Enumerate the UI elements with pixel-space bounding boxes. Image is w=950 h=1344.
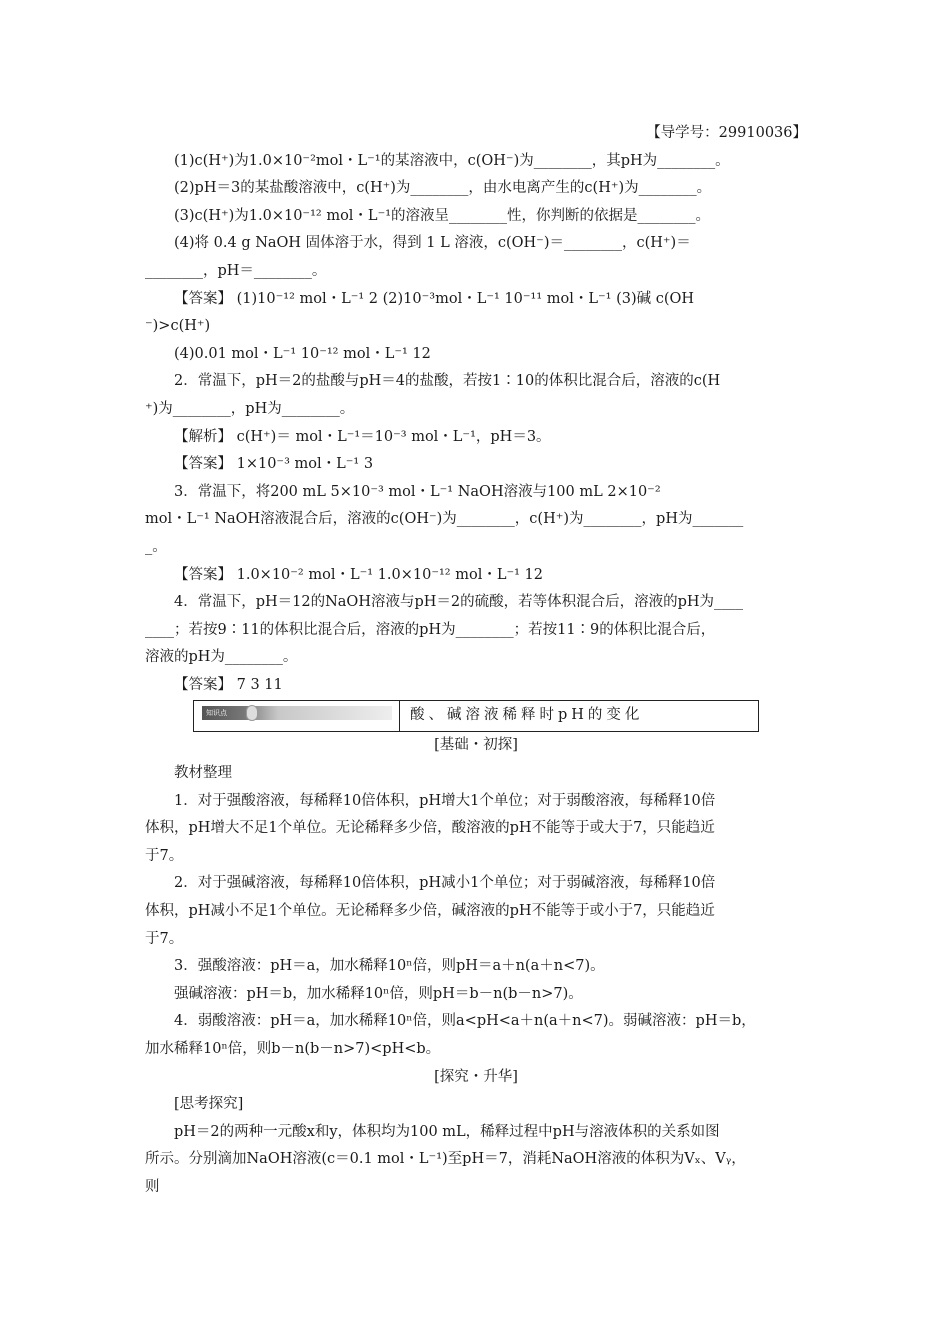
question-line: ⁺)为________，pH为________。: [145, 400, 355, 417]
question-line: ________，pH＝________。: [145, 262, 327, 279]
document-page: [145, 120, 807, 1202]
question-line: ____；若按9∶11的体积比混合后，溶液的pH为________；若按11∶9的体积比混合后，: [145, 621, 716, 638]
rule-line: 加水稀释10ⁿ倍，则b－n(b－n>7)<pH<b。: [145, 1041, 441, 1057]
question-line: 3．常温下，将200 mL 5×10⁻³ mol・L⁻¹ NaOH溶液与100 mL 2×10⁻²: [174, 483, 661, 500]
question-line: 2．常温下，pH＝2的盐酸与pH＝4的盐酸，若按1∶10的体积比混合后，溶液的c(H: [174, 373, 721, 390]
section-badge-label: 知识点: [206, 709, 227, 718]
rule-line: 强碱溶液：pH＝b，加水稀释10ⁿ倍，则pH＝b－n(b－n>7)。: [174, 985, 583, 1002]
question-line: (1)c(H⁺)为1.0×10⁻²mol・L⁻¹的某溶液中，c(OH⁻)为________，其pH为________。: [174, 152, 730, 169]
rule-line: 2．对于强碱溶液，每稀释10倍体积，pH减小1个单位；对于弱碱溶液，每稀释10倍: [174, 875, 716, 892]
rule-line: 4．弱酸溶液：pH＝a，加水稀释10ⁿ倍，则a<pH<a＋n(a＋n<7)。弱碱溶液：pH＝b，: [174, 1013, 756, 1030]
rule-line: 体积，pH减小不足1个单位。无论稀释多少倍，碱溶液的pH不能等于或小于7，只能趋近: [145, 903, 715, 920]
section-header: [193, 700, 759, 732]
explore-line: 所示。分别滴加NaOH溶液(c＝0.1 mol・L⁻¹)至pH＝7，消耗NaOH溶液的体积为Vₓ、Vᵧ，: [145, 1151, 746, 1168]
rule-line: 于7。: [145, 930, 184, 947]
question-line: (2)pH＝3的某盐酸溶液中，c(H⁺)为________，由水电离产生的c(H⁺)为________。: [174, 180, 712, 197]
question-line: mol・L⁻¹ NaOH溶液混合后，溶液的c(OH⁻)为________，c(H⁺)为________，pH为_______: [145, 511, 744, 528]
answer-line: ⁻)>c(H⁺): [145, 318, 211, 335]
answer-line: 【答案】 7 3 11: [174, 676, 283, 693]
question-line: (3)c(H⁺)为1.0×10⁻¹² mol・L⁻¹的溶液呈________性，你判断的依据是________。: [174, 207, 711, 224]
textbook-label: 教材整理: [174, 765, 232, 782]
answer-line: 【答案】 (1)10⁻¹² mol・L⁻¹ 2 (2)10⁻³mol・L⁻¹ 10⁻¹¹ mol・L⁻¹ (3)碱 c(OH: [174, 290, 695, 307]
question-line: 4．常温下，pH＝12的NaOH溶液与pH＝2的硫酸，若等体积混合后，溶液的pH为____: [174, 594, 744, 611]
answer-line: 【答案】 1×10⁻³ mol・L⁻¹ 3: [174, 456, 374, 473]
rule-line: 3．强酸溶液：pH＝a，加水稀释10ⁿ倍，则pH＝a＋n(a＋n<7)。: [174, 958, 605, 975]
basics-label: [基础・初探]: [434, 737, 518, 754]
guide-number: 【导学号：29910036】: [646, 125, 807, 141]
question-line: _。: [145, 538, 167, 555]
explore-line: 则: [145, 1178, 160, 1195]
thinking-label: [思考探究]: [174, 1096, 244, 1113]
rule-line: 于7。: [145, 847, 184, 864]
analysis-line: 【解析】 c(H⁺)＝ mol・L⁻¹＝10⁻³ mol・L⁻¹，pH＝3。: [174, 428, 551, 445]
rule-line: 1．对于强酸溶液，每稀释10倍体积，pH增大1个单位；对于弱酸溶液，每稀释10倍: [174, 792, 716, 809]
answer-line: 【答案】 1.0×10⁻² mol・L⁻¹ 1.0×10⁻¹² mol・L⁻¹ 12: [174, 566, 543, 583]
question-line: 溶液的pH为________。: [145, 649, 298, 666]
explore-label: [探究・升华]: [434, 1068, 518, 1085]
explore-line: pH＝2的两种一元酸x和y，体积均为100 mL，稀释过程中pH与溶液体积的关系如图: [174, 1123, 720, 1140]
rule-line: 体积，pH增大不足1个单位。无论稀释多少倍，酸溶液的pH不能等于或大于7，只能趋近: [145, 820, 715, 837]
question-line: (4)将 0.4 g NaOH 固体溶于水，得到 1 L 溶液，c(OH⁻)＝________，c(H⁺)＝: [174, 235, 691, 252]
answer-line: (4)0.01 mol・L⁻¹ 10⁻¹² mol・L⁻¹ 12: [174, 345, 431, 362]
section-badge: [194, 701, 400, 731]
section-title: 酸、碱溶液稀释时pH的变化: [410, 707, 644, 724]
